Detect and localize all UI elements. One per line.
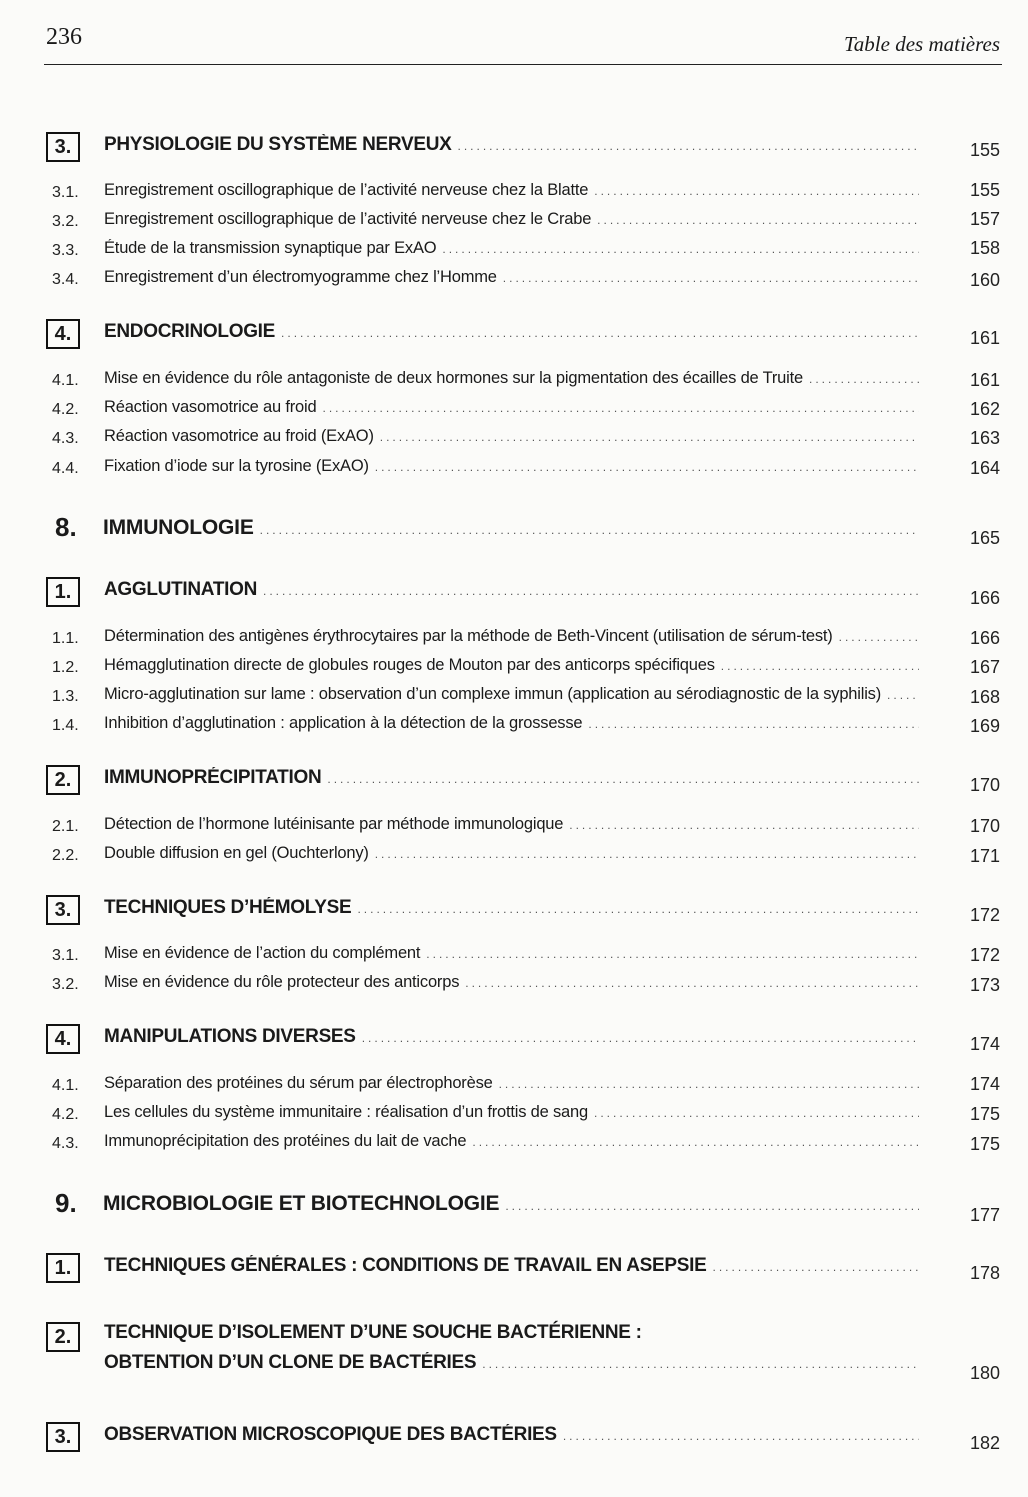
entry-title-row [104,134,925,156]
entry-page-number: 157 [969,209,1000,229]
entry-number: 4.2. [52,401,79,418]
entry-page-number: 182 [969,1433,1000,1453]
entry-page-number: 168 [969,687,1000,707]
entry-number: 3.1. [52,947,79,964]
entry-number: 3.2. [52,976,79,993]
entry-title: Détection de l’hormone lutéinisante par méthode immunologique [104,815,564,833]
entry-page-number: 172 [969,905,1000,925]
entry-title-row [104,1352,925,1374]
entry-title-line1: TECHNIQUE D’ISOLEMENT D’UNE SOUCHE BACTÉRIENNE : [104,1322,642,1343]
leader-dots [327,772,919,786]
entry-page-number: 175 [969,1134,1000,1154]
entry-title-row [104,1255,925,1277]
section-number-box: 4. [46,1024,80,1054]
leader-dots [442,242,919,256]
entry-page-number: 155 [969,180,1000,200]
entry-title: Inhibition d’agglutination : application à la détection de la grossesse [104,714,583,732]
entry-page-number: 178 [969,1263,1000,1283]
entry-title: MANIPULATIONS DIVERSES [104,1026,356,1047]
entry-title-row [104,181,925,200]
entry-title-row [104,427,925,446]
entry-title: Fixation d’iode sur la tyrosine (ExAO) [104,457,369,475]
entry-title: Mise en évidence du rôle protecteur des anticorps [104,973,460,991]
entry-title-row [104,1074,925,1093]
entry-page-number: 174 [969,1034,1000,1054]
entry-title: OBTENTION D’UN CLONE DE BACTÉRIES [104,1352,477,1373]
entry-number: 4.3. [52,1135,79,1152]
entry-title-row [104,685,925,704]
entry-page-number: 170 [969,816,1000,836]
entry-title: Réaction vasomotrice au froid (ExAO) [104,427,374,445]
leader-dots [839,630,919,644]
entry-title-row [103,1192,925,1216]
chapter-number: 8. [55,512,77,542]
section-number-box: 4. [46,319,80,349]
entry-title: Enregistrement oscillographique de l’activité nerveuse chez la Blatte [104,181,589,199]
entry-page-number: 155 [969,140,1000,160]
entry-title: Immunoprécipitation des protéines du lait de vache [104,1132,467,1150]
entry-number: 4.1. [52,1077,79,1094]
entry-page-number: 169 [969,716,1000,736]
leader-dots [887,688,919,702]
entry-number: 3.1. [52,184,79,201]
entry-title: Double diffusion en gel (Ouchterlony) [104,844,369,862]
entry-title-row [104,239,925,258]
entry-number: 4.3. [52,430,79,447]
leader-dots [281,326,919,340]
section-number-box: 2. [46,765,80,795]
entry-page-number: 164 [969,458,1000,478]
entry-page-number: 175 [969,1104,1000,1124]
entry-title: TECHNIQUES D’HÉMOLYSE [104,897,352,918]
entry-title: ENDOCRINOLOGIE [104,321,276,342]
leader-dots [809,372,919,386]
entry-title-row [104,1424,925,1446]
entry-title-row [104,897,925,919]
entry-title-row [104,627,925,646]
entry-title-row [104,973,925,992]
entry-title: IMMUNOLOGIE [103,516,254,539]
entry-title-row [104,398,925,417]
leader-dots [426,947,919,961]
entry-page-number: 160 [969,270,1000,290]
entry-title-row [104,767,925,789]
leader-dots [263,584,919,598]
entry-title-row [104,1026,925,1048]
entry-number: 2.1. [52,818,79,835]
entry-page-number: 162 [969,399,1000,419]
entry-number: 3.3. [52,242,79,259]
entry-title: Réaction vasomotrice au froid [104,398,317,416]
entry-title: Les cellules du système immunitaire : réalisation d’un frottis de sang [104,1103,588,1121]
entry-page-number: 165 [969,528,1000,548]
leader-dots [322,401,919,415]
entry-page-number: 172 [969,945,1000,965]
entry-title: Enregistrement d’un électromyogramme chez l’Homme [104,268,497,286]
entry-title: Mise en évidence de l’action du complément [104,944,421,962]
entry-title-row [104,714,925,733]
leader-dots [569,818,919,832]
leader-dots [503,271,919,285]
entry-title-row [104,321,925,343]
page-number: 236 [46,24,82,50]
leader-dots [260,523,919,537]
entry-number: 1.1. [52,630,79,647]
entry-number: 4.2. [52,1106,79,1123]
entry-number: 1.4. [52,717,79,734]
entry-page-number: 167 [969,657,1000,677]
chapter-number: 9. [55,1188,77,1218]
page-header [44,24,1002,65]
entry-title: IMMUNOPRÉCIPITATION [104,767,322,788]
leader-dots [465,976,919,990]
entry-title: MICROBIOLOGIE ET BIOTECHNOLOGIE [103,1192,500,1215]
leader-dots [499,1077,919,1091]
entry-page-number: 180 [969,1363,1000,1383]
entry-title-row [104,815,925,834]
section-number-box: 3. [46,1422,80,1452]
section-number-box: 3. [46,132,80,162]
leader-dots [482,1357,919,1371]
leader-dots [721,659,919,673]
leader-dots [588,717,919,731]
running-title: Table des matières [844,32,1000,56]
entry-page-number: 161 [969,328,1000,348]
leader-dots [380,430,919,444]
entry-title: AGGLUTINATION [104,579,258,600]
entry-title-row [103,516,925,540]
entry-title-row [104,579,925,601]
entry-page-number: 177 [969,1205,1000,1225]
entry-title: Séparation des protéines du sérum par électrophorèse [104,1074,493,1092]
section-number-box: 1. [46,577,80,607]
entry-page-number: 171 [969,846,1000,866]
entry-title: Hémagglutination directe de globules rouges de Mouton par des anticorps spécifiques [104,656,715,674]
entry-number: 4.4. [52,460,79,477]
entry-title-row [104,656,925,675]
entry-number: 1.2. [52,659,79,676]
entry-title: Micro-agglutination sur lame : observation d’un complexe immun (application au sérodiagnostic de la syphilis) [104,685,882,703]
entry-number: 1.3. [52,688,79,705]
entry-title-row [104,369,925,388]
entry-number: 4.1. [52,372,79,389]
entry-page-number: 170 [969,775,1000,795]
entry-page-number: 163 [969,428,1000,448]
entry-title-row [104,1103,925,1122]
entry-title-row [104,844,925,863]
leader-dots [563,1429,919,1443]
leader-dots [357,902,919,916]
entry-page-number: 158 [969,238,1000,258]
leader-dots [375,460,919,474]
leader-dots [505,1199,919,1213]
leader-dots [362,1031,919,1045]
entry-title: PHYSIOLOGIE DU SYSTÈME NERVEUX [104,134,452,155]
entry-number: 3.2. [52,213,79,230]
entry-page-number: 173 [969,975,1000,995]
entry-title: Enregistrement oscillographique de l’activité nerveuse chez le Crabe [104,210,592,228]
leader-dots [472,1135,919,1149]
leader-dots [712,1260,919,1274]
entry-title-row [104,1132,925,1151]
leader-dots [375,847,919,861]
leader-dots [594,184,919,198]
entry-number: 3.4. [52,271,79,288]
entry-page-number: 166 [969,588,1000,608]
entry-page-number: 166 [969,628,1000,648]
leader-dots [597,213,919,227]
entry-page-number: 161 [969,370,1000,390]
entry-title-row [104,457,925,476]
entry-title: OBSERVATION MICROSCOPIQUE DES BACTÉRIES [104,1424,557,1445]
entry-title-row [104,944,925,963]
entry-title: TECHNIQUES GÉNÉRALES : CONDITIONS DE TRAVAIL EN ASEPSIE [104,1255,707,1276]
section-number-box: 3. [46,895,80,925]
entry-page-number: 174 [969,1074,1000,1094]
leader-dots [458,139,919,153]
entry-number: 2.2. [52,847,79,864]
entry-title-row [104,268,925,287]
entry-title: Mise en évidence du rôle antagoniste de deux hormones sur la pigmentation des écailles de Truite [104,369,803,387]
entry-title-row [104,210,925,229]
section-number-box: 2. [46,1322,80,1352]
entry-title: Détermination des antigènes érythrocytaires par la méthode de Beth-Vincent (utilisation de sérum-test) [104,627,833,645]
section-number-box: 1. [46,1253,80,1283]
leader-dots [594,1106,919,1120]
entry-title: Étude de la transmission synaptique par ExAO [104,239,437,257]
